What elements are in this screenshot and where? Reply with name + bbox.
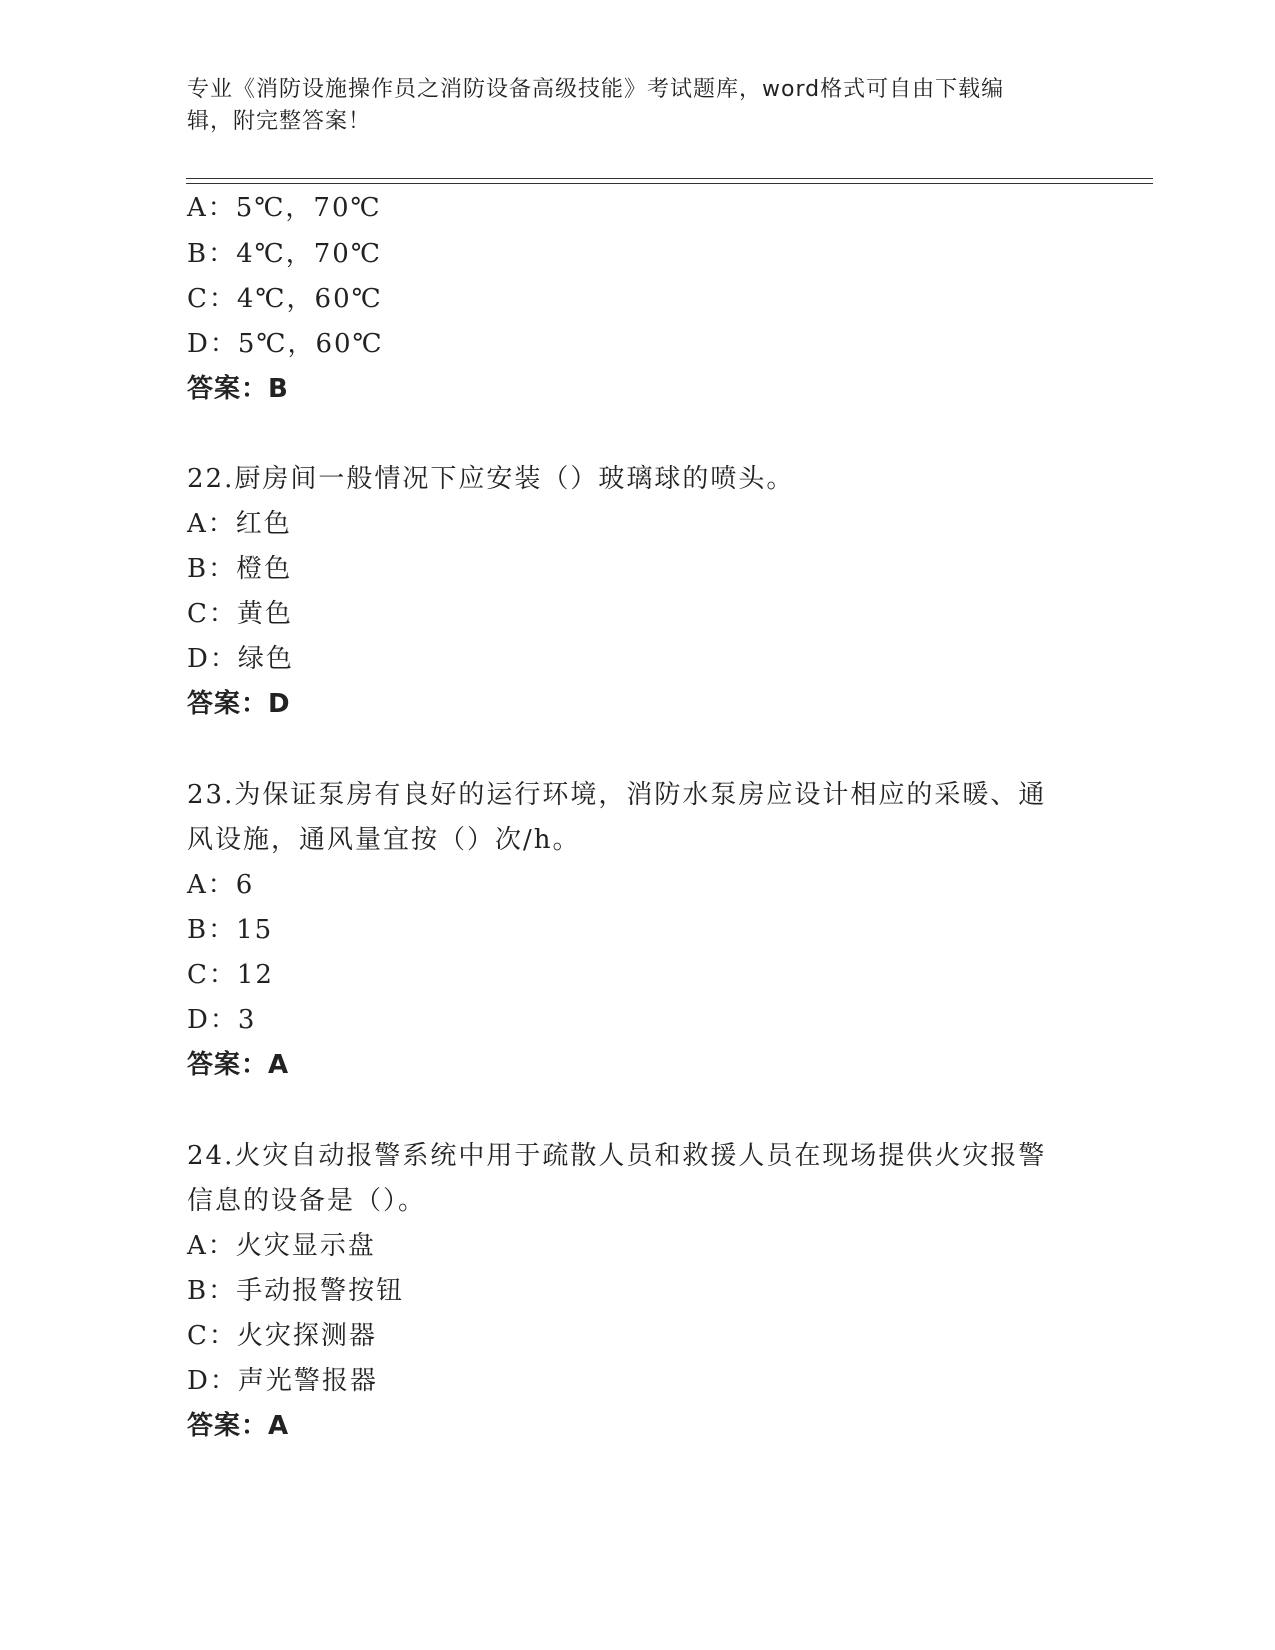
q23-answer: 答案：A (187, 1050, 290, 1080)
q23-option-a: A：6 (187, 870, 255, 900)
q24-answer: 答案：A (187, 1411, 290, 1441)
q23-option-b: B：15 (187, 915, 274, 945)
q22-option-c: C：黄色 (187, 599, 293, 629)
q22-stem-line-1: 22.厨房间一般情况下应安装（）玻璃球的喷头。 (187, 464, 795, 494)
q24-option-d: D：声光警报器 (187, 1366, 378, 1396)
header-line-2: 辑，附完整答案！ (187, 109, 372, 134)
q24-option-a: A：火灾显示盘 (187, 1231, 376, 1261)
q23-option-c: C：12 (187, 960, 274, 990)
q22-option-a: A：红色 (187, 509, 292, 539)
q21-option-a: A：5℃，70℃ (187, 193, 382, 223)
q23-stem-line-2: 风设施，通风量宜按（）次/h。 (187, 825, 581, 855)
q24-option-c: C：火灾探测器 (187, 1321, 377, 1351)
document-header (187, 74, 1087, 138)
header-line-1: 专业《消防设施操作员之消防设备高级技能》考试题库，word格式可自由下载编 (187, 77, 1005, 102)
q24-option-b: B：手动报警按钮 (187, 1276, 405, 1306)
q21-option-c: C：4℃，60℃ (187, 284, 383, 314)
q21-option-b: B：4℃，70℃ (187, 239, 382, 269)
q21-answer: 答案：B (187, 374, 289, 404)
q24-stem-line-1: 24.火灾自动报警系统中用于疏散人员和救援人员在现场提供火灾报警 (187, 1141, 1047, 1171)
header-divider-top (186, 178, 1153, 179)
q23-stem-line-1: 23.为保证泵房有良好的运行环境，消防水泵房应设计相应的采暖、通 (187, 780, 1047, 810)
q24-stem-line-2: 信息的设备是（）。 (187, 1186, 427, 1216)
q22-option-b: B：橙色 (187, 554, 293, 584)
q23-option-d: D：3 (187, 1005, 257, 1035)
q22-answer: 答案：D (187, 689, 291, 719)
header-divider-bottom (186, 183, 1153, 184)
q21-option-d: D：5℃，60℃ (187, 329, 384, 359)
q22-option-d: D：绿色 (187, 644, 294, 674)
